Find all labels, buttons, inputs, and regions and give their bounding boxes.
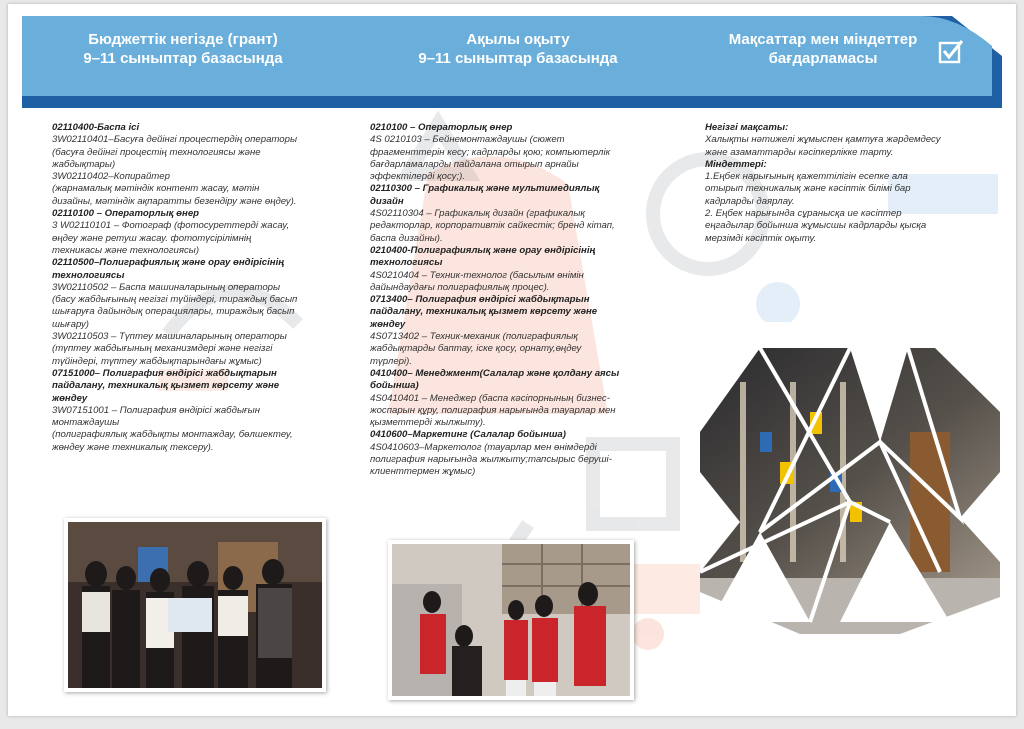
program-line: (түптеу жабдығының механизмдері және негізгі [52, 343, 273, 355]
column-paid [370, 122, 670, 479]
brochure-page [8, 4, 1016, 716]
program-line: клиенттермен жұмыс) [370, 466, 476, 478]
section-heading: 0410400– Менеджмент(Салалар және қолдану аясы [370, 367, 620, 379]
program-line: түйіндері, түптеу жабдықтарындағы жұмыс) [52, 355, 262, 367]
program-line: жөндеу және техникалық тексеру). [52, 441, 214, 453]
program-line: және азаматтарды кәсіпкерлікке тарту. [705, 146, 894, 158]
section-heading: технологиясы [52, 269, 125, 281]
program-line: өңдеу және ретуш жасау. фототүсірілімнің [52, 232, 252, 244]
program-line: еңгадылар бойынша жұмысшы кадрларды қысқа [705, 220, 927, 232]
program-line: 4S02110304 – Графикалық дизайн (графикалық [370, 208, 585, 220]
header-grant-line2: 9–11 сыныптар базасында [83, 50, 283, 67]
program-line: 3 W02110101 – Фотограф (фотосуреттерді жасау, [52, 220, 290, 232]
section-heading: 02110100 – Операторлық өнер [52, 208, 200, 220]
program-line: 3W02110402–Копирайтер [52, 171, 170, 183]
section-heading: 0210400-Полиграфиялық және орау өндірісінің [370, 244, 596, 256]
header-paid [403, 30, 633, 68]
program-line: (жарнамалық мәтіндік контент жасау, мәтін [52, 183, 260, 195]
section-heading: 0713400– Полиграфия өндірісі жабдықтарын [370, 294, 590, 306]
column-grant [52, 122, 342, 454]
program-line: кадрларды даярлау. [705, 195, 795, 207]
program-line: отырып техникалық және кәсіптік білімі бар [705, 183, 911, 195]
header-goals [713, 30, 933, 68]
program-line: 3W07151001 – Полиграфия өндірісі жабдығын [52, 404, 260, 416]
program-line: 3W02110502 – Баспа машиналарының операторы [52, 281, 281, 293]
checkbox-check-icon [938, 38, 964, 64]
program-line: 4S 0210103 – Бейнемонтаждаушы (сюжет [370, 134, 565, 146]
header-goals-line1: Мақсаттар мен міндеттер [728, 31, 918, 48]
program-line: (полиграфиялық жабдықты монтаждау, бөлшектеу, [52, 429, 293, 441]
program-line: эффектілерді қосу;). [370, 171, 466, 183]
program-line: 1.Еңбек нарығының қажеттілігін есепке ала [705, 171, 908, 183]
program-line: 3W02110503 – Түптеу машиналарының операторы [52, 331, 287, 343]
program-line: полиграфия нарығында жылжыту;тапсырыс беруші- [370, 454, 612, 466]
program-line: (басуға дейінгі процестің технологиясы және [52, 146, 261, 158]
section-heading: жөндеу [370, 318, 406, 330]
program-line: мерзімді кәсіптік оқыту. [705, 232, 817, 244]
photo-students-red-jackets [388, 540, 634, 700]
section-heading: 02110300 – Графикалық және мультимедиялық [370, 183, 600, 195]
photo-students-group [64, 518, 326, 692]
program-line: жоспарын құру, полиграфия нарығында тауарлар мен [370, 404, 616, 416]
program-line: жабдықтары) [52, 158, 116, 170]
program-line: шығаруға дайындық операциялары, тираждық басып [52, 306, 295, 318]
header-grant-line1: Бюджеттік негізде (грант) [88, 31, 278, 48]
program-line: 4S0410401 – Менеджер (баспа кәсіпорнының бизнес- [370, 392, 610, 404]
program-line: баспа дизайны). [370, 232, 443, 244]
program-line: қызметтерді жылжыту). [370, 417, 486, 429]
program-line: шығару) [52, 318, 89, 330]
program-line: түрлері). [370, 355, 412, 367]
section-heading: пайдалану, техникалық қызмет көрсету және [370, 306, 598, 318]
program-line: фрагменттерін кесу; кадрларды қою; компьютерлік [370, 146, 611, 158]
program-line: жабдықтарды баптау, іске қосу, орнату,өңдеу [370, 343, 582, 355]
section-heading: 07151000– Полиграфия өндірісі жабдықтарын [52, 367, 277, 379]
header-goals-line2: бағдарламасы [768, 50, 878, 67]
section-heading: 0410600–Маркетинг (Салалар бойынша) [370, 429, 566, 441]
triangle-photo-collage [700, 322, 1000, 634]
section-heading: бойынша) [370, 380, 419, 392]
program-line: Халықты нәтижелі жұмыспен қамтуға жәрдемдесу [705, 134, 941, 146]
program-line: 4S0410603–Маркетолог (тауарлар мен өнімдерді [370, 441, 597, 453]
program-line: дайындаудағы полиграфиялық процес). [370, 281, 550, 293]
header-paid-line1: Ақылы оқыту [466, 31, 570, 48]
section-heading: Міндеттері: [705, 158, 767, 170]
header-paid-line2: 9–11 сыныптар базасында [418, 50, 618, 67]
program-line: дизайны, мәтіндік ақпаратты безендіру және өңдеу). [52, 195, 297, 207]
program-line: техникасы және технологиясы) [52, 244, 200, 256]
section-heading: жөндеу [52, 392, 88, 404]
column-goals [705, 122, 995, 245]
section-heading: пайдалану, техникалық қызмет көрсету және [52, 380, 280, 392]
section-heading: 02110400-Баспа ісі [52, 122, 140, 133]
section-heading: технологиясы [370, 257, 443, 269]
program-line: 4S0713402 – Техник-механик (полиграфиялық [370, 331, 578, 343]
program-line: редакторлар, корпоративтік сайкестік; бренд кітап, [370, 220, 615, 232]
program-line: монтаждаушы [52, 417, 120, 429]
program-line: бағдарламаларды пайдалана отырып арнайы [370, 158, 579, 170]
section-heading: 0210100 – Операторлық өнер [370, 122, 513, 133]
program-line: 3W02110401–Басуға дейінгі процестердің операторы [52, 134, 298, 146]
program-line: 4S0210404 – Техник-технолог (басылым өнімін [370, 269, 584, 281]
header-grant [68, 30, 298, 68]
program-line: 2. Еңбек нарығында сұранысқа ие кәсіптер [705, 208, 902, 220]
program-line: (басу жабдығының негізгі түйіндері, тираждық басып [52, 294, 298, 306]
section-heading: дизайн [370, 195, 404, 207]
section-heading: Негізгі мақсаты: [705, 122, 789, 133]
section-heading: 02110500–Полиграфиялық және орау өндірісінің [52, 257, 285, 269]
